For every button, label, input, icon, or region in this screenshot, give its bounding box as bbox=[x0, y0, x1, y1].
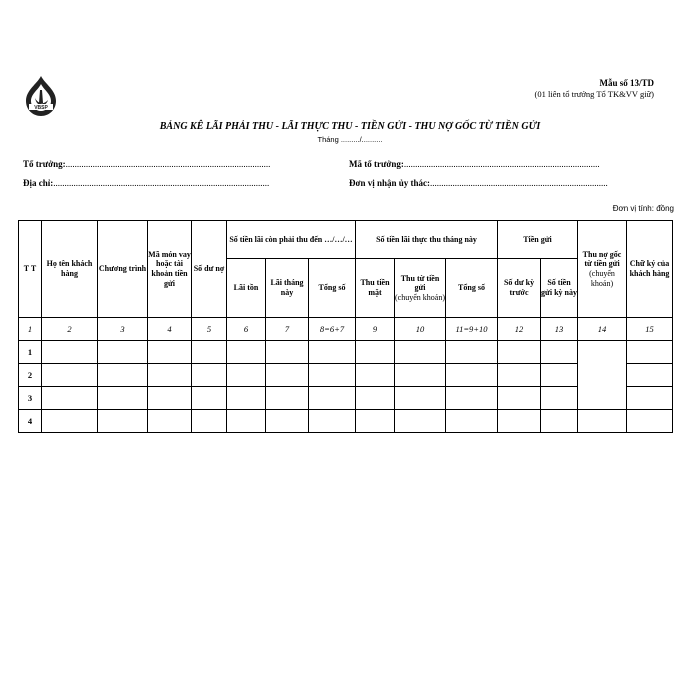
col-header-interest-due: Số tiền lãi còn phải thu đến …/…/… bbox=[227, 221, 356, 259]
table-cell[interactable] bbox=[266, 364, 309, 387]
col-header-total-collected: Tổng số bbox=[446, 259, 498, 318]
col-header-interest-this-month: Lãi tháng này bbox=[266, 259, 309, 318]
table-cell[interactable] bbox=[227, 364, 266, 387]
table-cell[interactable] bbox=[309, 341, 356, 364]
col-header-interest-collected: Số tiền lãi thực thu tháng này bbox=[356, 221, 498, 259]
table-cell[interactable] bbox=[498, 387, 541, 410]
table-cell[interactable] bbox=[42, 341, 98, 364]
address-field[interactable] bbox=[23, 178, 269, 188]
table-cell[interactable] bbox=[627, 341, 673, 364]
col-number: 15 bbox=[627, 318, 673, 341]
column-number-row bbox=[19, 318, 673, 341]
month-line: Tháng ........./.......... bbox=[317, 135, 383, 144]
trustee-unit-blank: ............................................................................... bbox=[430, 178, 608, 188]
table-cell[interactable] bbox=[498, 341, 541, 364]
col-header-cash-collected: Thu tiền mặt bbox=[356, 259, 395, 318]
col-header-total-due: Tổng số bbox=[309, 259, 356, 318]
table-cell[interactable] bbox=[446, 364, 498, 387]
col-number: 3 bbox=[98, 318, 148, 341]
table-cell[interactable] bbox=[98, 387, 148, 410]
col-number: 4 bbox=[148, 318, 192, 341]
currency-unit: Đơn vị tính: đồng bbox=[612, 204, 674, 213]
table-cell[interactable] bbox=[356, 341, 395, 364]
principal-from-deposit-note: (chuyển khoản) bbox=[589, 269, 615, 288]
document-title: BẢNG KÊ LÃI PHẢI THU - LÃI THỰC THU - TIỀN GỬI - THU NỢ GỐC TỪ TIỀN GỬI bbox=[159, 121, 541, 132]
col-header-deposits: Tiền gửi bbox=[498, 221, 578, 259]
col-number: 2 bbox=[42, 318, 98, 341]
team-leader-code-field[interactable] bbox=[349, 159, 600, 169]
col-header-deposit-this-period: Số tiền gửi kỳ này bbox=[541, 259, 578, 318]
row-number: 4 bbox=[19, 410, 42, 433]
table-cell[interactable] bbox=[309, 387, 356, 410]
table-cell[interactable] bbox=[446, 341, 498, 364]
col-header-program: Chương trình bbox=[98, 221, 148, 318]
team-leader-code-blank: ....................................................................................... bbox=[403, 159, 600, 169]
bank-logo bbox=[22, 74, 60, 118]
table-cell[interactable] bbox=[266, 410, 309, 433]
col-header-collected-from-deposit bbox=[395, 259, 446, 318]
table-cell-merged[interactable] bbox=[578, 341, 627, 410]
table-cell[interactable] bbox=[395, 364, 446, 387]
col-header-signature: Chữ ký của khách hàng bbox=[627, 221, 673, 318]
col-number: 10 bbox=[395, 318, 446, 341]
col-header-outstanding: Số dư nợ bbox=[192, 221, 227, 318]
col-header-interest-backlog: Lãi tồn bbox=[227, 259, 266, 318]
table-cell[interactable] bbox=[266, 387, 309, 410]
table-cell[interactable] bbox=[42, 387, 98, 410]
table-cell[interactable] bbox=[356, 387, 395, 410]
table-cell[interactable] bbox=[395, 410, 446, 433]
table-cell[interactable] bbox=[42, 364, 98, 387]
table-cell[interactable] bbox=[148, 410, 192, 433]
svg-text:VBSP: VBSP bbox=[34, 105, 48, 111]
row-number: 2 bbox=[19, 364, 42, 387]
col-header-principal-from-deposit bbox=[578, 221, 627, 318]
table-cell[interactable] bbox=[192, 387, 227, 410]
table-cell[interactable] bbox=[356, 410, 395, 433]
col-number: 6 bbox=[227, 318, 266, 341]
table-cell[interactable] bbox=[98, 341, 148, 364]
table-cell[interactable] bbox=[98, 410, 148, 433]
collected-from-deposit-label: Thu từ tiền gửi bbox=[400, 273, 440, 293]
table-cell[interactable] bbox=[356, 364, 395, 387]
table-cell[interactable] bbox=[541, 341, 578, 364]
col-number: 11=9+10 bbox=[446, 318, 498, 341]
table-cell[interactable] bbox=[541, 364, 578, 387]
trustee-unit-field[interactable] bbox=[349, 178, 608, 188]
table-cell[interactable] bbox=[446, 410, 498, 433]
table-cell[interactable] bbox=[541, 387, 578, 410]
col-header-loan-code: Mã món vay hoặc tài khoản tiền gửi bbox=[148, 221, 192, 318]
table-cell[interactable] bbox=[627, 410, 673, 433]
col-number: 13 bbox=[541, 318, 578, 341]
address-blank: ................................................................................................ bbox=[53, 178, 270, 188]
col-header-tt: T T bbox=[19, 221, 42, 318]
table-cell[interactable] bbox=[148, 364, 192, 387]
team-leader-label: Tổ trưởng: bbox=[23, 159, 66, 169]
col-number: 9 bbox=[356, 318, 395, 341]
table-cell[interactable] bbox=[192, 410, 227, 433]
address-label: Địa chỉ: bbox=[23, 178, 54, 188]
table-cell[interactable] bbox=[148, 387, 192, 410]
col-number: 8=6+7 bbox=[309, 318, 356, 341]
col-header-customer-name: Họ tên khách hàng bbox=[42, 221, 98, 318]
row-number: 1 bbox=[19, 341, 42, 364]
table-cell[interactable] bbox=[227, 341, 266, 364]
table-cell[interactable] bbox=[446, 387, 498, 410]
table-cell[interactable] bbox=[309, 364, 356, 387]
col-number: 5 bbox=[192, 318, 227, 341]
row-number: 3 bbox=[19, 387, 42, 410]
team-leader-code-label: Mã tổ trưởng: bbox=[349, 159, 404, 169]
table-cell[interactable] bbox=[227, 410, 266, 433]
table-cell[interactable] bbox=[627, 364, 673, 387]
table-cell[interactable] bbox=[98, 364, 148, 387]
table-cell[interactable] bbox=[266, 341, 309, 364]
table-row bbox=[19, 364, 673, 387]
table-cell[interactable] bbox=[227, 387, 266, 410]
col-number: 7 bbox=[266, 318, 309, 341]
form-copy-note: (01 liên tổ trưởng Tổ TK&VV giữ) bbox=[534, 89, 654, 99]
table-row bbox=[19, 341, 673, 364]
principal-from-deposit-label: Thu nợ gốc từ tiền gửi bbox=[582, 249, 622, 269]
table-cell[interactable] bbox=[498, 364, 541, 387]
col-number: 1 bbox=[19, 318, 42, 341]
form-number: Mẫu số 13/TD bbox=[599, 78, 654, 88]
statement-table bbox=[18, 220, 673, 433]
table-cell[interactable] bbox=[627, 387, 673, 410]
table-cell[interactable] bbox=[541, 410, 578, 433]
table-cell[interactable] bbox=[42, 410, 98, 433]
table-cell[interactable] bbox=[192, 341, 227, 364]
team-leader-field[interactable] bbox=[23, 159, 270, 169]
table-cell[interactable] bbox=[192, 364, 227, 387]
table-cell[interactable] bbox=[395, 341, 446, 364]
table-cell[interactable] bbox=[395, 387, 446, 410]
header-row-1 bbox=[19, 221, 673, 259]
table-cell[interactable] bbox=[578, 410, 627, 433]
col-header-previous-balance: Số dư kỳ trước bbox=[498, 259, 541, 318]
table-cell[interactable] bbox=[148, 341, 192, 364]
table-cell[interactable] bbox=[498, 410, 541, 433]
trustee-unit-label: Đơn vị nhận ủy thác: bbox=[349, 178, 431, 188]
col-number: 12 bbox=[498, 318, 541, 341]
table-cell[interactable] bbox=[309, 410, 356, 433]
col-number: 14 bbox=[578, 318, 627, 341]
collected-from-deposit-note: (chuyển khoản) bbox=[395, 292, 445, 302]
table-row bbox=[19, 410, 673, 433]
table-row bbox=[19, 387, 673, 410]
team-leader-blank: ........................................................................................... bbox=[65, 159, 271, 169]
